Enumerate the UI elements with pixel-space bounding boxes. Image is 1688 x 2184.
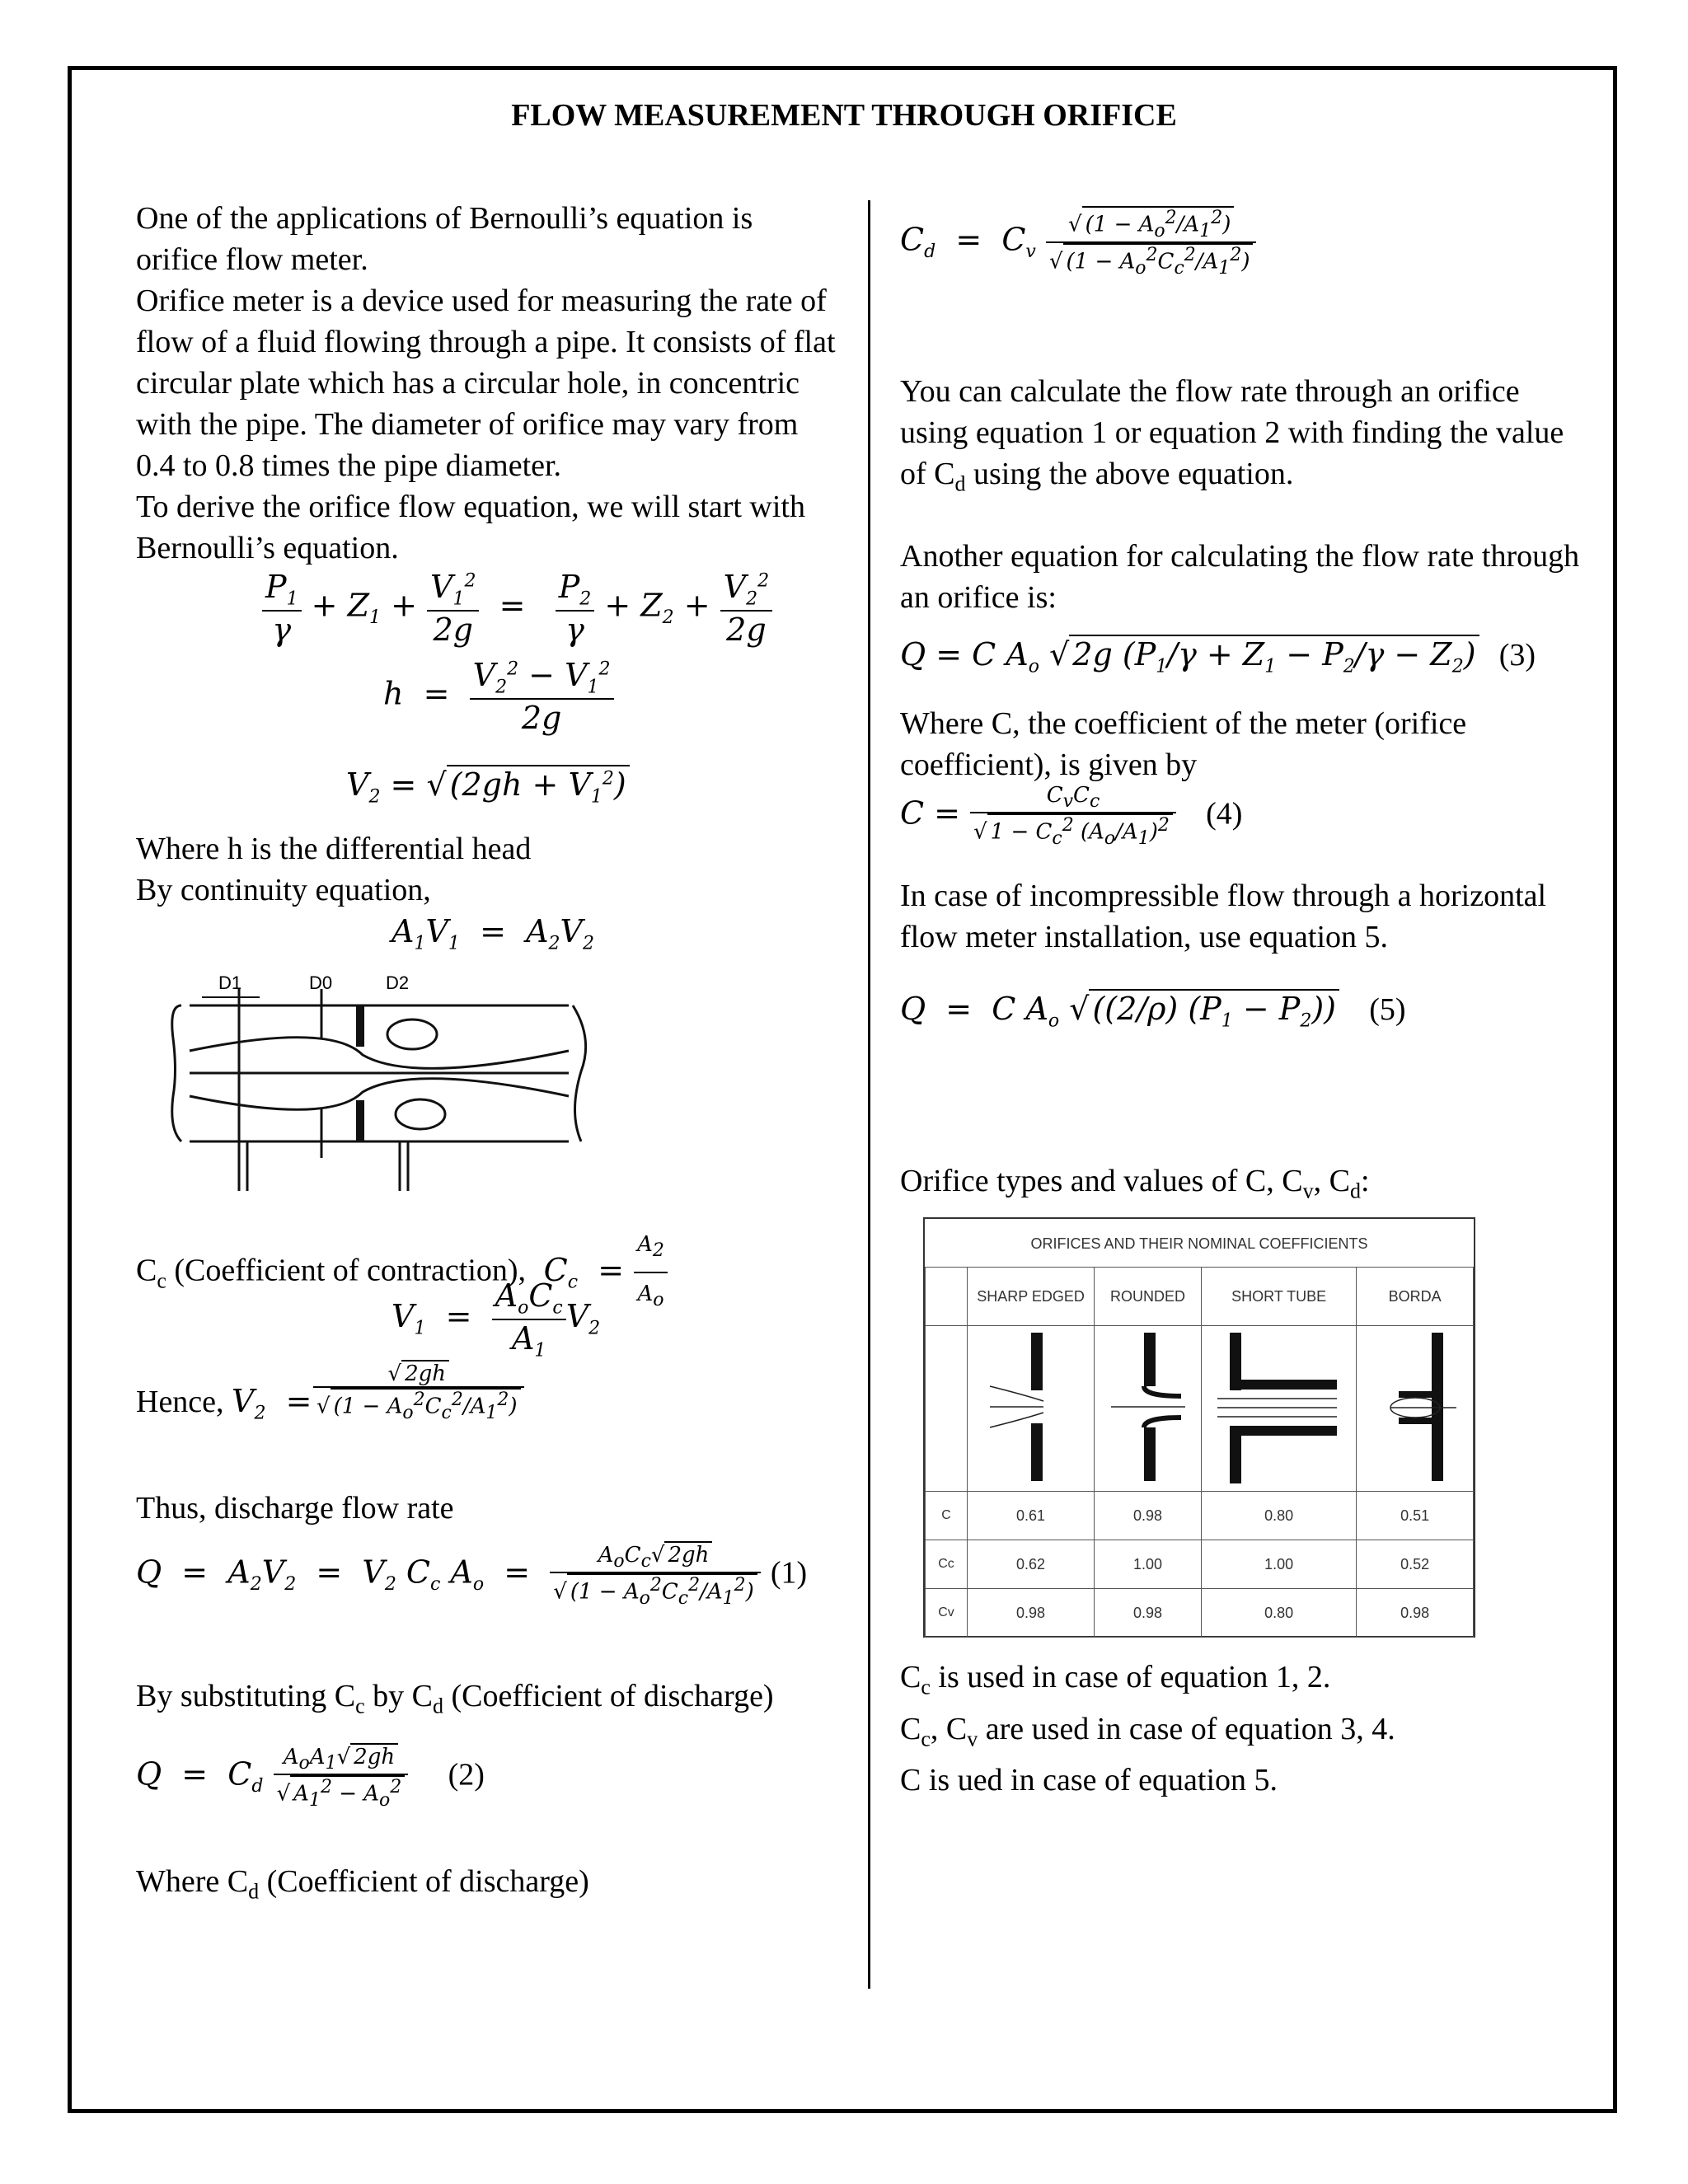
left-intro (136, 198, 837, 569)
substituting-text: By substituting $C_c$ by $C_d$ (Coefficient of discharge) (136, 1679, 774, 1718)
rounded-illustration (1095, 1326, 1202, 1492)
v1-equation: $V_1$ = $\frac{A_oC_c}{A_1}$ $V_2$ (392, 1277, 601, 1361)
eq3-number: (3) (1498, 638, 1536, 673)
coefficients-grid: SHARP EDGED ROUNDED SHORT TUBE BORDA C 0.61 0.98 0.80 0.51 Cc 0.62 1.00 1.00 0.52 Cv 0.98 0.98 0.80 0.98 (925, 1267, 1474, 1638)
row-label-c: C (926, 1492, 968, 1540)
orifice-types-label: Orifice types and values of C, $C_v$, $C_d$: (900, 1164, 1370, 1203)
column-divider (868, 200, 870, 1989)
rounded-icon (1103, 1329, 1193, 1485)
sharp-edged-illustration (968, 1326, 1095, 1492)
equation-4: C = $\frac{C_vC_c}{√ 1 - C_c^2 (A_o/A_1)^2}$ (4) (900, 783, 1243, 850)
orifice-diagram (165, 972, 626, 1195)
derive-paragraph: To derive the orifice flow equation, we will start with Bernoulli’s equation. (136, 490, 805, 565)
page-title: FLOW MEASUREMENT THROUGH ORIFICE (511, 98, 1177, 133)
incompressible-paragraph: In case of incompressible flow through a horizontal flow meter installation, use equation 5. (900, 879, 1547, 954)
row-label-cc: Cc (926, 1540, 968, 1589)
header-sharp-edged: SHARP EDGED (968, 1268, 1095, 1326)
eq4-number: (4) (1206, 796, 1243, 832)
calc-paragraph: You can calculate the flow rate through an orifice using equation 1 or equation 2 with finding the value of $C_d$ using the above equation. (900, 374, 1564, 496)
bernoulli-equation: $\frac{P_1}{\gamma}$ + $Z_1$ + $\frac{V_1^2}{2g}$ = $\frac{P_2}{\gamma}$ + $Z_2$ + $\frac{V_2^2}{2g}$ (262, 569, 772, 648)
eq1-number: (1) (770, 1555, 808, 1591)
continuity-label: By continuity equation, (136, 873, 431, 907)
borda-illustration (1357, 1326, 1474, 1492)
cc-definition: $C_c$ (Coefficient of contraction), $C_c$ = $\frac{A_2}{A_o}$ (136, 1224, 668, 1321)
short-tube-icon (1213, 1329, 1345, 1485)
hence-equation: $\frac{√ 2gh}{√ (1 - A_o^2C_c^2/A_1^2)}$ (313, 1360, 524, 1423)
sharp-edged-icon (986, 1329, 1076, 1485)
table-caption: ORIFICES AND THEIR NOMINAL COEFFICIENTS (1030, 1235, 1368, 1252)
note-2: $C_c$, $C_v$ are used in case of equation 3, 4. (900, 1711, 1395, 1751)
continuity-equation: $A_1V_1 = A_2V_2$ (392, 913, 594, 954)
equation-5: Q = C $A_o$ √ ((2/ρ) $(P_1 - P_2)$) (5) (900, 991, 1406, 1032)
label-d2: D2 (386, 972, 410, 993)
note-1: $C_c$ is used in case of equation 1, 2. (900, 1660, 1331, 1699)
where-h: Where h is the differential head (136, 832, 532, 866)
row-label-cv: Cv (926, 1589, 968, 1638)
head-equation: h = $\frac{V_2^2 - V_1^2}{2g}$ (383, 657, 614, 736)
header-borda: BORDA (1357, 1268, 1474, 1326)
v2-equation: $V_2$ = √ $(2gh + V_1^2)$ (346, 765, 630, 808)
short-tube-illustration (1201, 1326, 1356, 1492)
header-rounded: ROUNDED (1095, 1268, 1202, 1326)
orifice-coefficients-table (923, 1217, 1475, 1638)
eq5-number: (5) (1369, 992, 1406, 1027)
discharge-equation: $Q = A_2V_2 = V_2$ $C_c$ $A_o$ = $\frac{A_oC_c√ 2gh}{√ (1 - A_o^2C_c^2/A_1^2)}$ (1) (136, 1543, 808, 1610)
hence-label: Hence, $V_2$ = (136, 1383, 312, 1424)
borda-icon (1366, 1329, 1465, 1485)
note-3: C is ued in case of equation 5. (900, 1763, 1278, 1798)
eq2-number: (2) (448, 1757, 485, 1793)
label-d0: D0 (309, 972, 333, 993)
where-cd: Where $C_d$ (Coefficient of discharge) (136, 1864, 589, 1904)
intro-paragraph: One of the applications of Bernoulli’s equation is orifice flow meter. (136, 201, 753, 277)
orifice-description: Orifice meter is a device used for measuring the rate of flow of a fluid flowing through a pipe. It consists of flat circular plate which has a circular hole, in concentric with the pipe. The diameter of orifice may vary from 0.4 to 0.8 times the pipe diameter. (136, 284, 836, 483)
where-c-paragraph: Where C, the coefficient of the meter (orifice coefficient), is given by (900, 706, 1467, 782)
header-short-tube: SHORT TUBE (1201, 1268, 1356, 1326)
thus-label: Thus, discharge flow rate (136, 1491, 454, 1526)
equation-3: Q = C $A_o$ √ 2g $(P_1/\gamma + Z_1 - P_2/\gamma - Z_2)$ (3) (900, 636, 1536, 677)
equation-2: $Q = C_d$ $\frac{A_oA_1√ 2gh}{√ A_1^2 - A_o^2}$ (2) (136, 1745, 485, 1811)
cd-equation: $C_d = C_v$ $\frac{√ (1 - A_o^2/A_1^2)}{√ (1 - A_o^2C_c^2/A_1^2)}$ (900, 206, 1256, 279)
label-d1: D1 (218, 972, 242, 993)
another-paragraph: Another equation for calculating the flow rate through an orifice is: (900, 539, 1580, 615)
usage-notes (900, 1657, 1592, 1801)
